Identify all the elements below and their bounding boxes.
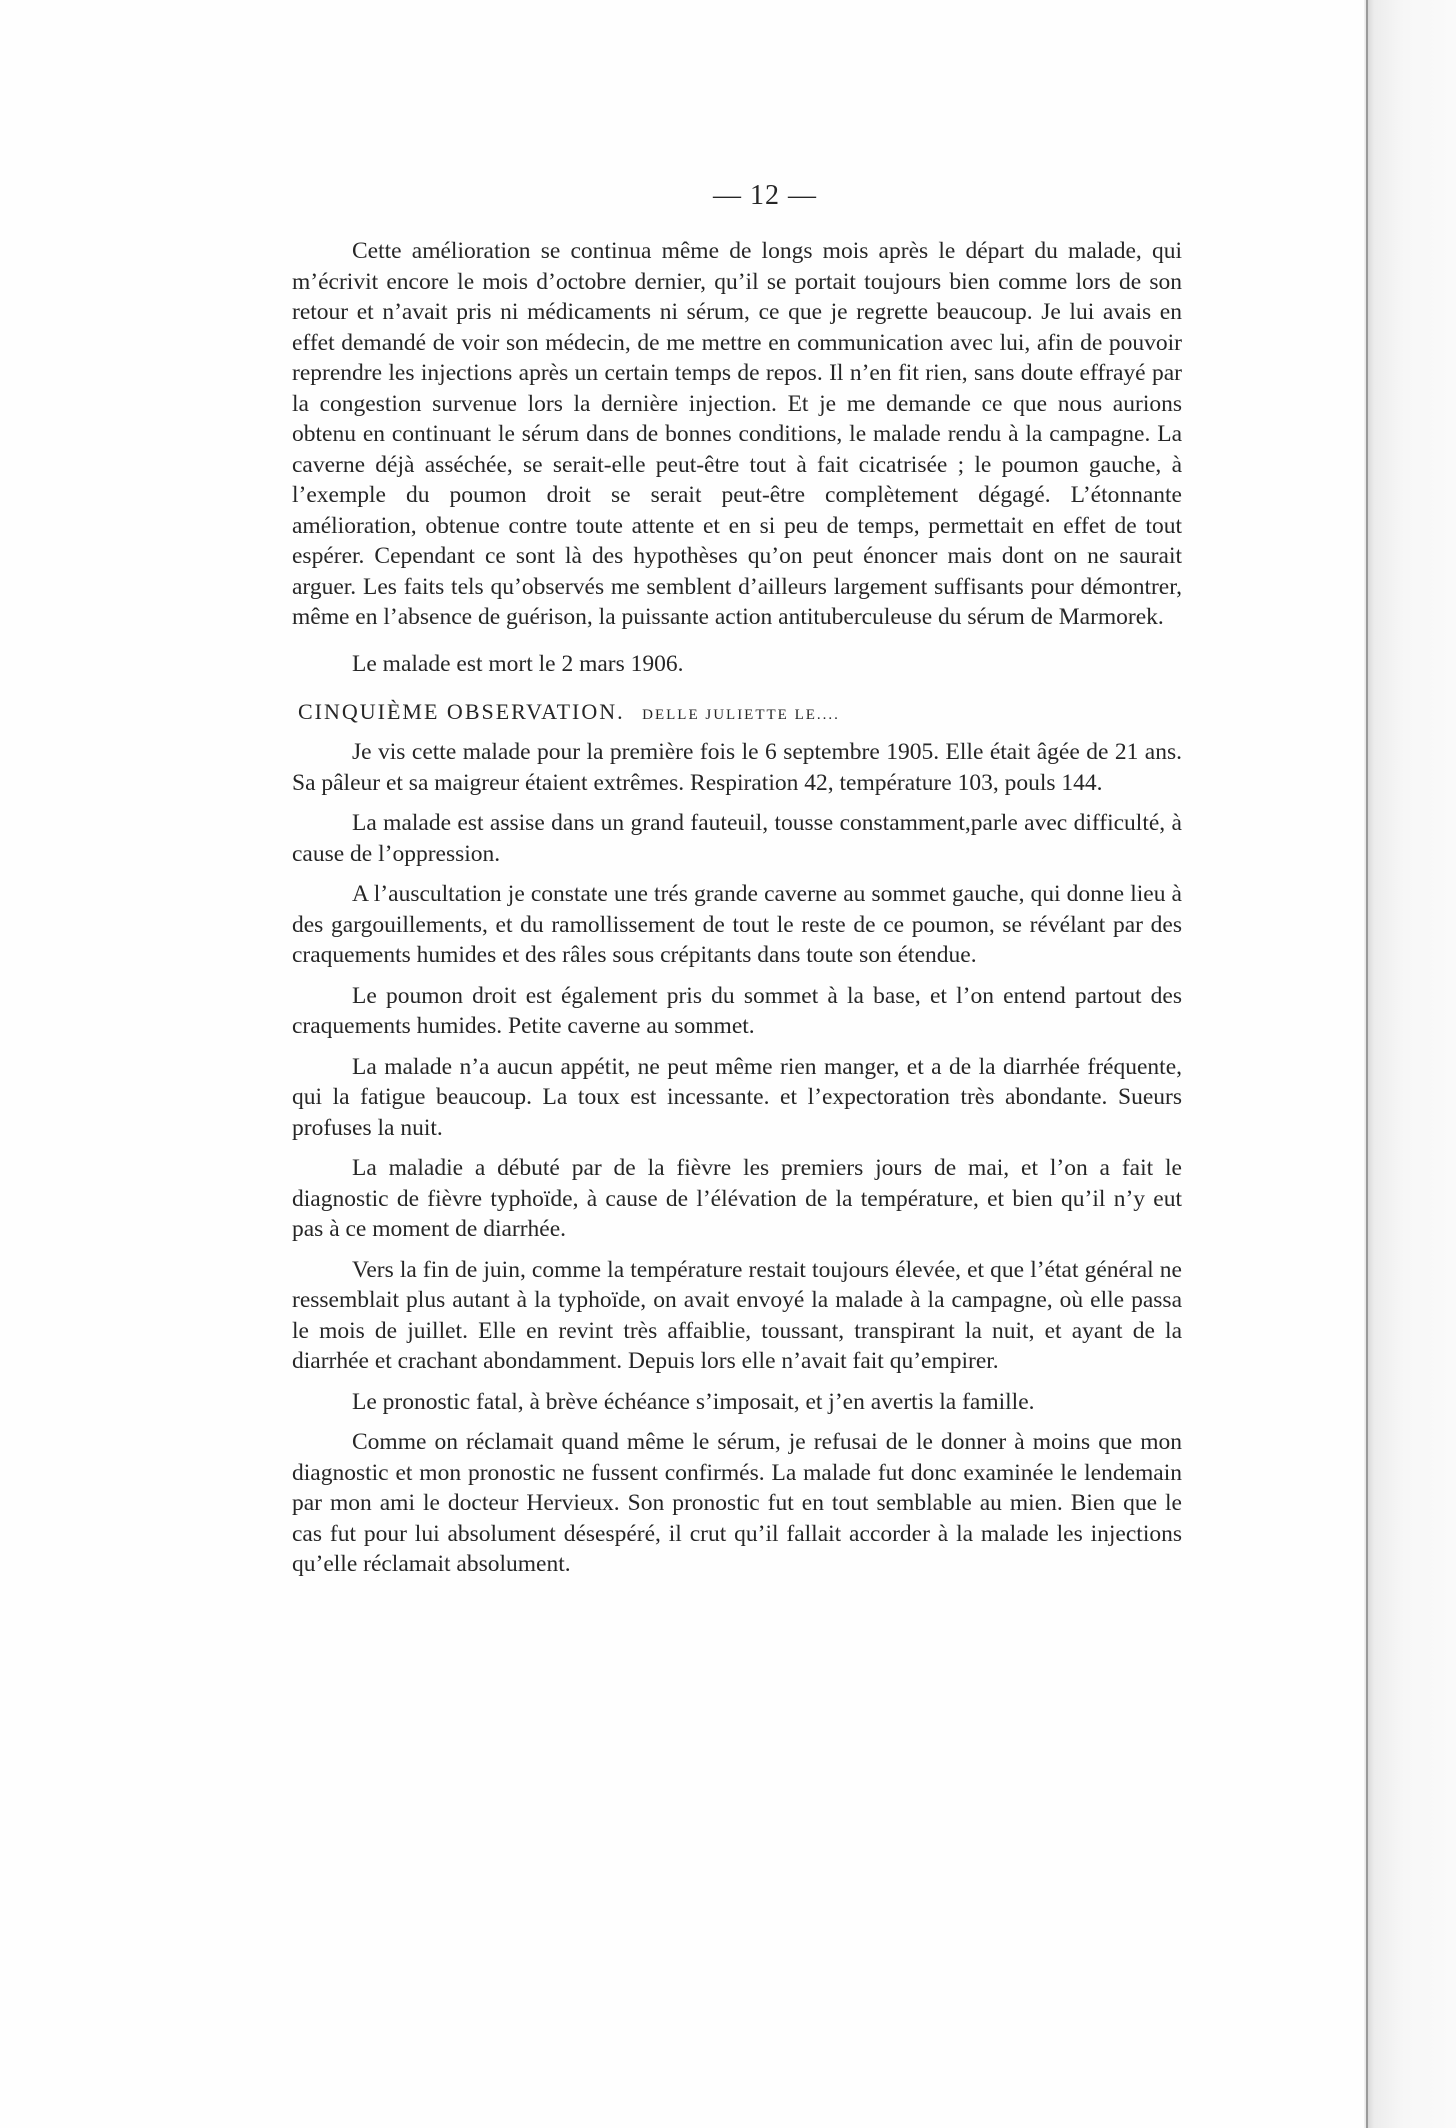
paragraph-10: Le pronostic fatal, à brève échéance s’imposait, et j’en avertis la famille. (352, 1388, 1035, 1415)
paragraph-2: Le malade est mort le 2 mars 1906. (352, 650, 684, 677)
paragraph-3: Je vis cette malade pour la première fois le 6 septembre 1905. Elle était âgée de 21 ans. Sa pâleur et sa maigreur étaient extrêmes. Respiration 42, température 103, pouls 144. (292, 739, 1182, 796)
paragraph-9: Vers la fin de juin, comme la température restait toujours élevée, et que l’état général ne ressemblait plus autant à la typhoïde, on avait envoyé la malade à la campagne, où elle passa le mois de juillet. Elle en revint très affaiblie, toussant, transpirant la nuit, et ayant de la diarrhée et crachant abondamment. Depuis lors elle n’avait fait qu’empirer. (292, 1256, 1182, 1374)
page-number: — 12 — (713, 180, 817, 211)
page-content (292, 180, 1182, 1580)
observation-heading (298, 699, 1182, 725)
observation-subject: DELLE JULIETTE LE.... (642, 707, 840, 723)
paragraph-1: Cette amélioration se continua même de longs mois après le départ du malade, qui m’écrivit encore le mois d’octobre dernier, qu’il se portait toujours bien comme lors de son retour et n’avait pris ni médicaments ni sérum, ce que je regrette beaucoup. Je lui avais en effet demandé de voir son médecin, de me mettre en communication avec lui, afin de pouvoir reprendre les injections après un certain temps de repos. Il n’en fit rien, sans doute effrayé par la congestion survenue lors la dernière injection. Et je me demande ce que nous aurions obtenu en continuant le sérum dans de bonnes conditions, le malade rendu à la campagne. La caverne déjà asséchée, se serait-elle peut-être tout à fait cicatrisée ; le poumon gauche, à l’exemple du poumon droit se serait peut-être complètement dégagé. L’étonnante amélioration, obtenue contre toute attente et en si peu de temps, permettait en effet de tout espérer. Cependant ce sont là des hypothèses qu’on peut énoncer mais dont on ne saurait arguer. Les faits tels qu’observés me semblent d’ailleurs largement suffisants pour démontrer, même en l’absence de guérison, la puissante action antituberculeuse du sérum de Marmorek. (292, 238, 1182, 630)
observation-title: CINQUIÈME OBSERVATION. (298, 699, 625, 724)
paragraph-6: Le poumon droit est également pris du sommet à la base, et l’on entend partout des craquements humides. Petite caverne au sommet. (292, 982, 1182, 1039)
paragraph-5: A l’auscultation je constate une trés grande caverne au sommet gauche, qui donne lieu à des gargouillements, et du ramollissement de tout le reste de ce poumon, se révélant par des craquements humides et des râles sous crépitants dans toute son étendue. (292, 881, 1182, 968)
paragraph-11: Comme on réclamait quand même le sérum, je refusai de le donner à moins que mon diagnostic et mon pronostic ne fussent confirmés. La malade fut donc examinée le lendemain par mon ami le docteur Hervieux. Son pronostic fut en tout semblable au mien. Bien que le cas fut pour lui absolument désespéré, il crut qu’il fallait accorder à la malade les injections qu’elle réclamait absolument. (292, 1429, 1182, 1577)
page-edge-shadow (1364, 0, 1456, 2128)
paragraph-4: La malade est assise dans un grand fauteuil, tousse constamment,parle avec difficulté, à cause de l’oppression. (292, 810, 1182, 867)
paragraph-7: La malade n’a aucun appétit, ne peut même rien manger, et a de la diarrhée fréquente, qui la fatigue beaucoup. La toux est incessante. et l’expectoration très abondante. Sueurs profuses la nuit. (292, 1053, 1182, 1141)
paragraph-8: La maladie a débuté par de la fièvre les premiers jours de mai, et l’on a fait le diagnostic de fièvre typhoïde, à cause de l’élévation de la température, et bien qu’il n’y eut pas à ce moment de diarrhée. (292, 1155, 1182, 1242)
page-edge-line (1366, 0, 1368, 2128)
